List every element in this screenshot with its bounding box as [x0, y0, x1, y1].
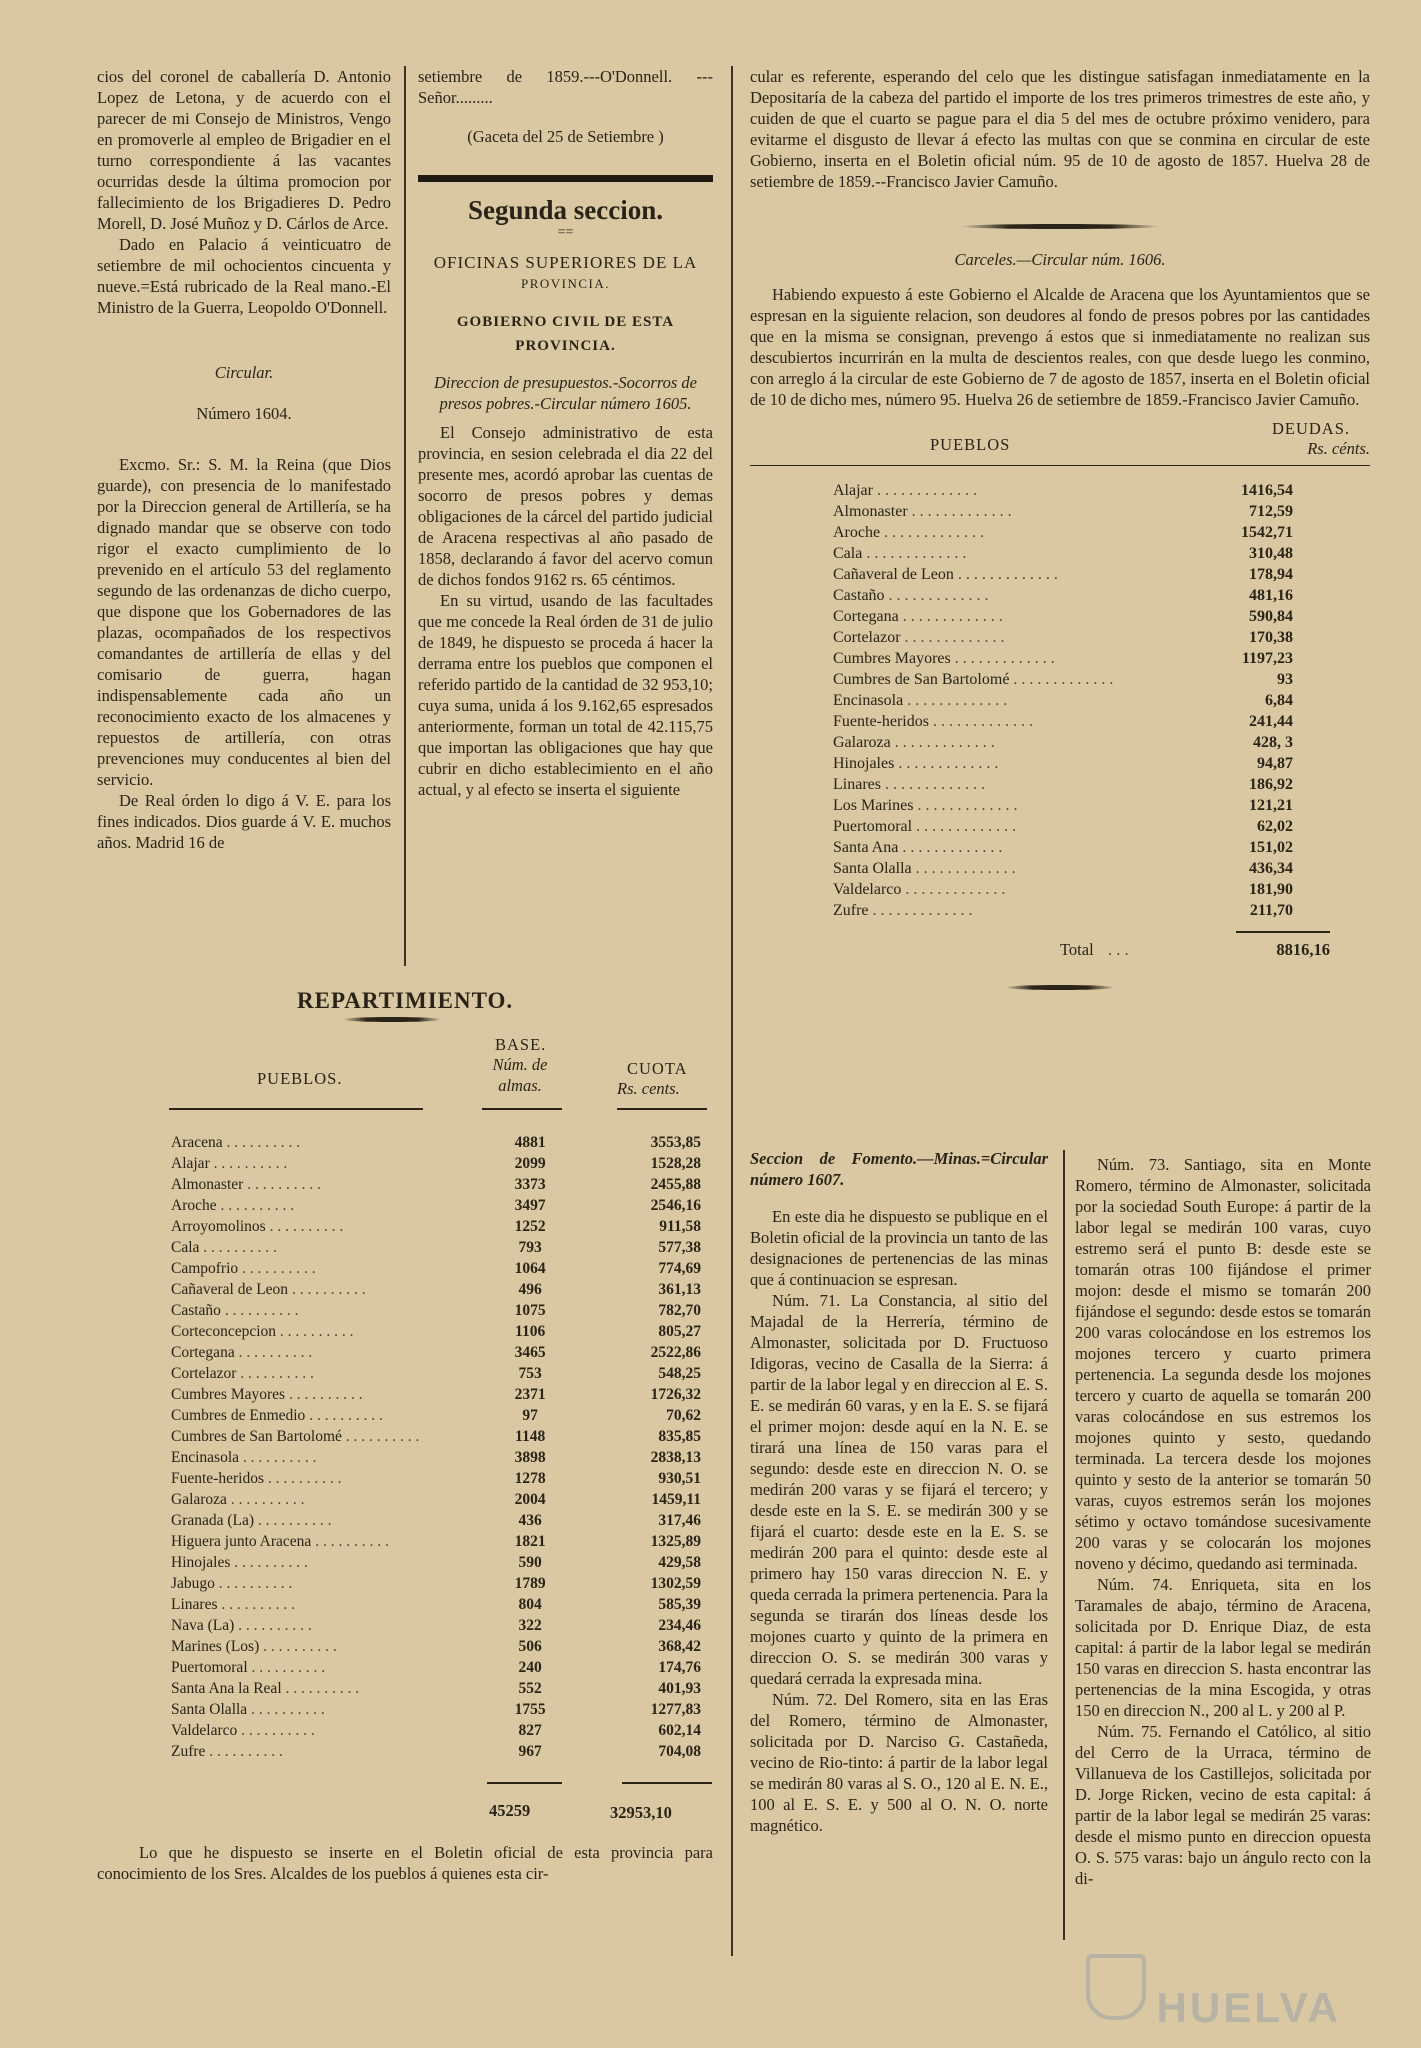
deudas-valor: 170,38 — [1249, 629, 1293, 646]
deudas-row — [833, 795, 1333, 816]
rep-footer: Lo que he dispuesto se inserte en el Boletin oficial de esta provincia para conocimiento de los Sres. Alcaldes de los pueblos á quienes esta cir- — [97, 1843, 713, 1883]
rep-cuota: 317,46 — [658, 1512, 701, 1529]
deudas-valor: 481,16 — [1249, 587, 1293, 604]
deudas-row — [833, 648, 1333, 669]
rep-almas: 506 — [518, 1638, 542, 1655]
rep-pueblo: Cumbres de Enmedio . . . . . . . . . . — [171, 1407, 383, 1424]
deudas-row — [833, 900, 1333, 921]
col2-top-text: setiembre de 1859.---O'Donnell. ---Señor......... — [418, 67, 713, 107]
repartimiento-row — [171, 1384, 711, 1405]
deudas-valor: 178,94 — [1249, 566, 1293, 583]
rep-almas: 322 — [518, 1617, 542, 1634]
deudas-row — [833, 585, 1333, 606]
rep-almas: 1075 — [514, 1302, 546, 1319]
repartimiento-row — [171, 1216, 711, 1237]
rep-almas: 827 — [518, 1722, 542, 1739]
deudas-header — [750, 418, 1370, 466]
deudas-valor: 712,59 — [1249, 503, 1293, 520]
deudas-total-label: Total — [1060, 940, 1094, 959]
repartimiento-row — [171, 1531, 711, 1552]
rep-pueblo: Jabugo . . . . . . . . . . — [171, 1575, 293, 1592]
rep-cuota: 1528,28 — [650, 1155, 701, 1172]
double-dash: == — [557, 225, 574, 240]
rep-pueblo: Aracena . . . . . . . . . . — [171, 1134, 301, 1151]
rep-almas: 2004 — [514, 1491, 546, 1508]
rep-pueblo: Fuente-heridos . . . . . . . . . . — [171, 1470, 342, 1487]
ornament-rule — [960, 224, 1160, 229]
deudas-pueblo: Valdelarco . . . . . . . . . . . . . — [833, 881, 1006, 898]
rep-total-almas: 45259 — [489, 1801, 531, 1820]
rep-cuota: 2838,13 — [650, 1449, 701, 1466]
rep-cuota: 368,42 — [658, 1638, 701, 1655]
deudas-row — [833, 774, 1333, 795]
repartimiento-row — [171, 1657, 711, 1678]
repartimiento-row — [171, 1720, 711, 1741]
deudas-total-row: Total . . . 8816,16 — [1060, 940, 1330, 959]
rep-cuota: 234,46 — [658, 1617, 701, 1634]
repartimiento-row — [171, 1300, 711, 1321]
deudas-pueblo: Linares . . . . . . . . . . . . . — [833, 776, 985, 793]
repartimiento-title: REPARTIMIENTO. — [297, 988, 514, 1013]
repartimiento-row — [171, 1363, 711, 1384]
rep-almas: 753 — [518, 1365, 542, 1382]
rep-cuota: 548,25 — [658, 1365, 701, 1382]
rep-almas: 1064 — [514, 1260, 546, 1277]
rep-pueblo: Puertomoral . . . . . . . . . . — [171, 1659, 326, 1676]
rep-almas: 1789 — [514, 1575, 546, 1592]
deudas-valor: 6,84 — [1265, 692, 1293, 709]
deudas-pueblo: Cortelazor . . . . . . . . . . . . . — [833, 629, 1005, 646]
rep-almas: 590 — [518, 1554, 542, 1571]
column-3 — [750, 66, 1370, 996]
repartimiento-row — [171, 1174, 711, 1195]
deudas-pueblo: Alajar . . . . . . . . . . . . . — [833, 482, 977, 499]
rep-almas: 97 — [522, 1407, 538, 1424]
deudas-header-pueblos: PUEBLOS — [930, 435, 1011, 454]
rep-cuota: 704,08 — [658, 1743, 701, 1760]
rep-almas: 804 — [518, 1596, 542, 1613]
rep-pueblo: Cala . . . . . . . . . . — [171, 1239, 277, 1256]
rep-cuota: 2522,86 — [650, 1344, 701, 1361]
deudas-valor: 62,02 — [1257, 818, 1293, 835]
huelva-shield-logo — [1086, 1954, 1146, 2020]
rep-header-pueblos: PUEBLOS. — [257, 1069, 343, 1088]
repartimiento-row — [171, 1195, 711, 1216]
deudas-valor: 1197,23 — [1241, 650, 1293, 667]
section-title: Segunda seccion. — [467, 195, 664, 225]
rep-cuota: 805,27 — [658, 1323, 701, 1340]
deudas-table — [833, 480, 1333, 921]
ornament-rule-3 — [342, 1017, 442, 1022]
rep-almas: 1148 — [515, 1428, 546, 1445]
deudas-row — [833, 543, 1333, 564]
rep-pueblo: Cortegana . . . . . . . . . . — [171, 1344, 313, 1361]
deudas-row — [833, 669, 1333, 690]
column-2 — [418, 66, 713, 800]
deudas-valor: 186,92 — [1249, 776, 1293, 793]
column-divider-1 — [404, 66, 406, 966]
rep-pueblo: Castaño . . . . . . . . . . — [171, 1302, 299, 1319]
rep-almas: 2099 — [514, 1155, 546, 1172]
rep-pueblo: Higuera junto Aracena . . . . . . . . . . — [171, 1533, 389, 1550]
repartimiento-row — [171, 1342, 711, 1363]
repartimiento-row — [171, 1132, 711, 1153]
circular-closing: De Real órden lo digo á V. E. para los fines indicados. Dios guarde á V. E. muchos años. Madrid 16 de — [97, 791, 391, 852]
rep-cuota: 1277,83 — [650, 1701, 701, 1718]
rep-cuota: 361,13 — [658, 1281, 701, 1298]
circular-number: Número 1604. — [196, 404, 292, 423]
rep-pueblo: Valdelarco . . . . . . . . . . — [171, 1722, 315, 1739]
deudas-row — [833, 480, 1333, 501]
deudas-row — [833, 732, 1333, 753]
deudas-pueblo: Castaño . . . . . . . . . . . . . — [833, 587, 989, 604]
mina-72: Núm. 72. Del Romero, sita en las Eras del Romero, término de Almonaster, solicitada por D. Narciso G. Castañeda, vecino de Rio-tinto: á partir de la labor legal se medirán 80 varas al S. O., 120 al E. N. E., 100 al E. S. E. y 500 al O. N. O. norte magnético. — [750, 1690, 1048, 1835]
repartimiento-row — [171, 1573, 711, 1594]
deudas-pueblo: Cumbres de San Bartolomé . . . . . . . . . . . . . — [833, 671, 1114, 688]
provincia-heading: PROVINCIA. — [520, 276, 611, 291]
rep-almas: 967 — [518, 1743, 542, 1760]
deudas-pueblo: Santa Olalla . . . . . . . . . . . . . — [833, 860, 1016, 877]
rep-pueblo: Santa Olalla . . . . . . . . . . — [171, 1701, 325, 1718]
deudas-row — [833, 522, 1333, 543]
ornament-rule-2 — [1005, 985, 1115, 990]
deudas-pueblo: Aroche . . . . . . . . . . . . . — [833, 524, 985, 541]
rep-cuota: 2455,88 — [650, 1176, 701, 1193]
deudas-row — [833, 858, 1333, 879]
deudas-valor: 428, 3 — [1253, 734, 1293, 751]
rep-almas: 496 — [518, 1281, 542, 1298]
rep-almas: 1252 — [514, 1218, 546, 1235]
deudas-valor: 151,02 — [1249, 839, 1293, 856]
deudas-valor: 211,70 — [1249, 902, 1293, 919]
circular-1605-heading: Direccion de presupuestos.-Socorros de presos pobres.-Circular número 1605. — [433, 373, 698, 413]
rep-header-units: Rs. cents. — [617, 1079, 680, 1098]
deudas-header-deudas: DEUDAS. — [1271, 419, 1350, 438]
rep-pueblo: Aroche . . . . . . . . . . — [171, 1197, 295, 1214]
repartimiento-table — [171, 1132, 711, 1762]
rep-cuota: 70,62 — [666, 1407, 701, 1424]
thick-rule — [418, 175, 713, 182]
rep-almas: 3898 — [514, 1449, 546, 1466]
deudas-row — [833, 564, 1333, 585]
rep-almas: 793 — [518, 1239, 542, 1256]
column-divider-3 — [1063, 1150, 1065, 1940]
rep-pueblo: Linares . . . . . . . . . . — [171, 1596, 295, 1613]
rep-pueblo: Granada (La) . . . . . . . . . . — [171, 1512, 332, 1529]
rep-almas: 436 — [518, 1512, 542, 1529]
rep-total-row — [97, 1788, 713, 1826]
rep-pueblo: Cumbres de San Bartolomé . . . . . . . . . . — [171, 1428, 420, 1445]
repartimiento-header — [97, 1028, 713, 1106]
huelva-watermark: HUELVA — [1156, 1984, 1341, 2031]
rep-almas: 4881 — [514, 1134, 546, 1151]
rep-cuota: 774,69 — [658, 1260, 701, 1277]
rep-pueblo: Alajar . . . . . . . . . . — [171, 1155, 288, 1172]
rep-cuota: 1302,59 — [650, 1575, 701, 1592]
rep-pueblo: Arroyomolinos . . . . . . . . . . — [171, 1218, 344, 1235]
repartimiento-row — [171, 1615, 711, 1636]
rep-cuota: 585,39 — [658, 1596, 701, 1613]
rep-cuota: 2546,16 — [650, 1197, 701, 1214]
deudas-valor: 1542,71 — [1241, 524, 1293, 541]
rep-pueblo: Cañaveral de Leon . . . . . . . . . . — [171, 1281, 366, 1298]
mina-73: Núm. 73. Santiago, sita en Monte Romero, término de Almonaster, solicitada por la sociedad South Europe: á partir de la labor legal se medirán 100 varas, cuyo estremo será el punto B: desde este se tomarán otras 100 fijándose el primer mojon: desde el mismo se tomarán 200 fijándose el segundo: desde estos se tomarán 200 varas colocándose en los estremos los mojones tercero y cuarto primera pertenencia. La segunda desde los mojones tercero y cuarto de aquella se tomarán 200 varas colocándose en sus estremos los mojones quinto y sesto, quedando terminada. La tercera desde los mojones quinto y sesto de la anterior se tomarán 50 varas, cuyos estremos serán los mojones sétimo y octavo tomándose sucesivamente 200 varas y se colocarán los mojones noveno y décimo, quedando asi terminada. — [1075, 1155, 1371, 1573]
repartimiento-row — [171, 1447, 711, 1468]
deudas-header-units: Rs. cénts. — [1307, 439, 1370, 458]
oficinas-heading: OFICINAS SUPERIORES DE LA — [433, 253, 698, 272]
rep-almas: 3465 — [514, 1344, 546, 1361]
column-divider-2 — [731, 66, 733, 1956]
repartimiento-row — [171, 1468, 711, 1489]
rep-cuota: 429,58 — [658, 1554, 701, 1571]
repartimiento-row — [171, 1426, 711, 1447]
rep-almas: 1106 — [515, 1323, 546, 1340]
rep-cuota: 911,58 — [659, 1218, 701, 1235]
repartimiento-row — [171, 1552, 711, 1573]
deudas-valor: 310,48 — [1249, 545, 1293, 562]
mina-75: Núm. 75. Fernando el Católico, al sitio del Cerro de la Urraca, término de Villanueva de los Castillejos, solicitada por D. Jorge Ricken, vecino de esta capital: á partir de la labor legal se medirán 25 varas: desde el mismo punto en direccion opuesta O. S. 575 varas: bajo un ángulo recto con la di- — [1075, 1722, 1371, 1888]
repartimiento-section — [97, 990, 713, 1884]
deudas-row — [833, 501, 1333, 522]
column-1 — [97, 66, 391, 853]
deudas-valor: 181,90 — [1249, 881, 1293, 898]
rep-cuota: 3553,85 — [650, 1134, 701, 1151]
rep-cuota: 1726,32 — [650, 1386, 701, 1403]
deudas-valor: 94,87 — [1257, 755, 1293, 772]
rep-pueblo: Encinasola . . . . . . . . . . — [171, 1449, 317, 1466]
deudas-pueblo: Cumbres Mayores . . . . . . . . . . . . . — [833, 650, 1055, 667]
rep-cuota: 174,76 — [658, 1659, 701, 1676]
deudas-row — [833, 627, 1333, 648]
deudas-valor: 590,84 — [1249, 608, 1293, 625]
rep-cuota: 930,51 — [658, 1470, 701, 1487]
repartimiento-row — [171, 1741, 711, 1762]
rep-pueblo: Cortelazor . . . . . . . . . . — [171, 1365, 314, 1382]
circular-title: Circular. — [214, 363, 274, 382]
deudas-pueblo: Encinasola . . . . . . . . . . . . . — [833, 692, 1008, 709]
repartimiento-row — [171, 1636, 711, 1657]
deudas-pueblo: Cañaveral de Leon . . . . . . . . . . . . . — [833, 566, 1058, 583]
minas-intro: En este dia he dispuesto se publique en el Boletin oficial de la provincia un tanto de las designaciones de pertenencias de las minas que á continuacion se espresan. — [750, 1207, 1048, 1289]
deudas-pueblo: Los Marines . . . . . . . . . . . . . — [833, 797, 1018, 814]
mina-71: Núm. 71. La Constancia, al sitio del Majadal de la Herrería, término de Almonaster, solicitada por D. Fructuoso Idigoras, vecino de Casalla de la Sierra: á partir de la labor legal y en direccion al E. S. E. se medirán 60 varas, y en la E. S. se fijará el primer mojon: desde aquí en la N. E. se tirará una línea de 150 varas para el segundo: desde este en direccion N. O. se medirán 200 varas y se fijará el tercero; y desde este en la S. E. se medirán 300 y se fijará el cuarto: desde este en la E. S. se medirán 200 para el quinto: desde este al primero hay 150 varas direccion N. E. y queda cerrada la primera pertenencia. Para la segunda se tirarán dos líneas desde los mojones cuarto y quinto de la primera en direccion O. S. se medirán 300 varas y quedará cerrada la expresada mina. — [750, 1291, 1048, 1688]
rep-pueblo: Cumbres Mayores . . . . . . . . . . — [171, 1386, 363, 1403]
deudas-row — [833, 837, 1333, 858]
deudas-pueblo: Zufre . . . . . . . . . . . . . — [833, 902, 973, 919]
circular-body: Excmo. Sr.: S. M. la Reina (que Dios guarde), con presencia de lo manifestado por la Direccion general de Artillería, se ha dignado mandar que se observe con todo rigor el exacto cumplimiento de lo prevenido en el artículo 53 del reglamento segundo de las ordenanzas de dicho cuerpo, que dispone que los Gobernadores de las plazas, ocompañados de los respectivos comandantes de artillería de ellas y del comisario de guerra, hagan indispensablemente cada año un reconocimiento exacto de los almacenes y repuestos de artillería, con otras prevenciones muy conducentes al bien del servicio. — [97, 455, 391, 789]
rep-cuota: 577,38 — [658, 1239, 701, 1256]
col3-top-text: cular es referente, esperando del celo que les distingue satisfagan inmediatamente en la Depositaría de la cabeza del partido el importe de los tres primeros trimestres de este año, y cuiden de que el cuarto se pague para el dia 5 del mes de octubre próximo venidero, para evitarme el disgusto de llevar á efecto las multas con que se conmina en circular de este Gobierno, inserta en el Boletin oficial núm. 95 de 10 de agosto de 1857. Huelva 28 de setiembre de 1859.--Francisco Javier Camuño. — [750, 67, 1370, 191]
repartimiento-row — [171, 1405, 711, 1426]
rep-header-num: Núm. de almas. — [492, 1055, 548, 1095]
deudas-row — [833, 690, 1333, 711]
deudas-valor: 93 — [1277, 671, 1293, 688]
rep-pueblo: Corteconcepcion . . . . . . . . . . — [171, 1323, 354, 1340]
minas-heading: Seccion de Fomento.—Minas.=Circular número 1607. — [750, 1149, 1048, 1189]
deudas-valor: 436,34 — [1249, 860, 1293, 877]
repartimiento-row — [171, 1153, 711, 1174]
deudas-valor: 1416,54 — [1241, 482, 1293, 499]
repartimiento-row — [171, 1699, 711, 1720]
rep-pueblo: Marines (Los) . . . . . . . . . . — [171, 1638, 337, 1655]
rep-pueblo: Hinojales . . . . . . . . . . — [171, 1554, 308, 1571]
repartimiento-row — [171, 1279, 711, 1300]
rep-almas: 552 — [518, 1680, 542, 1697]
deudas-row — [833, 606, 1333, 627]
rep-cuota: 1325,89 — [650, 1533, 701, 1550]
repartimiento-row — [171, 1237, 711, 1258]
rep-almas: 1278 — [514, 1470, 546, 1487]
minas-column-left — [750, 1148, 1048, 1836]
deudas-pueblo: Hinojales . . . . . . . . . . . . . — [833, 755, 999, 772]
deudas-row — [833, 879, 1333, 900]
deudas-pueblo: Almonaster . . . . . . . . . . . . . — [833, 503, 1012, 520]
repartimiento-row — [171, 1510, 711, 1531]
deudas-pueblo: Santa Ana . . . . . . . . . . . . . — [833, 839, 1003, 856]
rep-cuota: 782,70 — [658, 1302, 701, 1319]
rep-almas: 240 — [518, 1659, 542, 1676]
deudas-pueblo: Galaroza . . . . . . . . . . . . . — [833, 734, 995, 751]
rep-pueblo: Galaroza . . . . . . . . . . — [171, 1491, 305, 1508]
deudas-valor: 241,44 — [1249, 713, 1293, 730]
minas-column-right — [1075, 1154, 1371, 1889]
repartimiento-row — [171, 1258, 711, 1279]
gaceta-ref: (Gaceta del 25 de Setiembre ) — [467, 127, 664, 146]
deudas-valor: 121,21 — [1249, 797, 1293, 814]
deudas-row — [833, 816, 1333, 837]
col1-top-text: cios del coronel de caballería D. Antonio Lopez de Letona, y de acuerdo con el parecer de mi Consejo de Ministros, Vengo en promoverle al empleo de Brigadier en el turno correspondiente á las vacantes ocurridas desde la última promocion por fallecimiento de los Brigadieres D. Pedro Morell, D. José Muñoz y D. Cárlos de Arce. — [97, 67, 391, 233]
circular-1605-p2: En su virtud, usando de las facultades que me concede la Real órden de 31 de julio de 1849, he dispuesto se proceda á hacer la derrama entre los pueblos que componen el referido partido de la cantidad de 32 953,10; cuya suma, unida á los 9.162,65 espresados anteriormente, forman un total de 42.115,75 que importan las obligaciones que hay que cubrir en dicho establecimiento en el año actual, y al efecto se inserta el siguiente — [418, 591, 713, 799]
rep-pueblo: Almonaster . . . . . . . . . . — [171, 1176, 321, 1193]
col1-signed: Dado en Palacio á veinticuatro de setiembre de mil ochocientos cincuenta y nueve.=Está rubricado de la Real mano.-El Ministro de la Guerra, Leopoldo O'Donnell. — [97, 235, 391, 317]
rep-almas: 1755 — [514, 1701, 546, 1718]
circular-1605-p1: El Consejo administrativo de esta provincia, en sesion celebrada el dia 22 del presente mes, acordó aprobar las cuentas de socorro de presos pobres y demas obligaciones de la cárcel del partido judicial de Aracena respectivas al año pasado de 1858, declarando á favor del acervo comun de dichos fondos 9162 rs. 65 céntimos. — [418, 423, 713, 589]
deudas-total-value: 8816,16 — [1276, 940, 1330, 959]
carceles-body: Habiendo expuesto á este Gobierno el Alcalde de Aracena que los Ayuntamientos que se espresan en la siguiente relacion, son deudores al fondo de presos pobres por las cantidades que en la misma se consignan, prevengo á estos que si inmediatamente no realizan sus descubiertos incurrirán en la multa de descientos reales, con que desde luego les conmino, con arreglo á la circular de este Gobierno de 7 de agosto de 1857, inserta en el Boletin oficial de 10 de dicho mes, número 95. Huelva 26 de setiembre de 1859.-Francisco Javier Camuño. — [750, 285, 1370, 409]
deudas-pueblo: Cala . . . . . . . . . . . . . — [833, 545, 967, 562]
repartimiento-row — [171, 1594, 711, 1615]
rep-almas: 3497 — [514, 1197, 546, 1214]
rep-almas: 2371 — [514, 1386, 546, 1403]
mina-74: Núm. 74. Enriqueta, sita en los Taramales de abajo, término de Aracena, solicitada por D. Enrique Diaz, de esta capital: á partir de la labor legal se medirán 150 varas en direccion S. hasta encontrar las pertenencias de la mina Escogida, y otras 150 en direccion N., 200 al L. y 200 al P. — [1075, 1575, 1371, 1720]
rep-total-cuota: 32953,10 — [610, 1803, 672, 1822]
repartimiento-row — [171, 1321, 711, 1342]
repartimiento-row — [171, 1678, 711, 1699]
deudas-pueblo: Cortegana . . . . . . . . . . . . . — [833, 608, 1003, 625]
deudas-row — [833, 753, 1333, 774]
rep-pueblo: Zufre . . . . . . . . . . — [171, 1743, 283, 1760]
deudas-pueblo: Puertomoral . . . . . . . . . . . . . — [833, 818, 1017, 835]
repartimiento-row — [171, 1489, 711, 1510]
deudas-row — [833, 711, 1333, 732]
rep-pueblo: Nava (La) . . . . . . . . . . — [171, 1617, 312, 1634]
rep-almas: 3373 — [514, 1176, 546, 1193]
rep-almas: 1821 — [514, 1533, 546, 1550]
rep-cuota: 835,85 — [658, 1428, 701, 1445]
rep-header-cuota: CUOTA — [627, 1059, 688, 1078]
deudas-pueblo: Fuente-heridos . . . . . . . . . . . . . — [833, 713, 1033, 730]
rep-pueblo: Campofrio . . . . . . . . . . — [171, 1260, 316, 1277]
carceles-title: Carceles.—Circular núm. 1606. — [954, 250, 1166, 269]
rep-header-base: BASE. — [495, 1035, 547, 1054]
rep-cuota: 602,14 — [658, 1722, 701, 1739]
rep-cuota: 401,93 — [658, 1680, 701, 1697]
rep-pueblo: Santa Ana la Real . . . . . . . . . . — [171, 1680, 360, 1697]
rep-cuota: 1459,11 — [651, 1491, 701, 1508]
gobierno-heading: GOBIERNO CIVIL DE ESTA PROVINCIA. — [456, 314, 675, 354]
